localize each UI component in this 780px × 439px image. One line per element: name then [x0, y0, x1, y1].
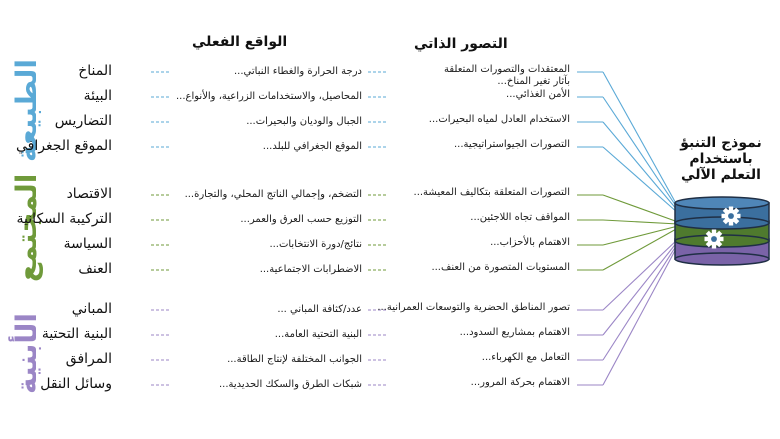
perceived-item: التصورات الجيواستراتيجية...	[454, 139, 570, 150]
actual-item: التوزيع حسب العرق والعمر...	[240, 214, 362, 225]
actual-item: درجة الحرارة والغطاء النباتي...	[234, 66, 362, 77]
category-label: العنف	[78, 261, 112, 277]
category-label: البيئة	[83, 88, 112, 104]
perceived-item: الاستخدام العادل لمياه البحيرات...	[428, 114, 570, 125]
gear-icon	[722, 207, 741, 226]
perceived-item: الاهتمام بالأحزاب...	[490, 237, 570, 248]
actual-item: الاضطرابات الاجتماعية...	[259, 264, 362, 275]
gear-icon	[705, 230, 724, 249]
perceived-item: الأمن الغذائي...	[506, 89, 570, 100]
actual-item: المحاصيل، والاستخدامات الزراعية، والأنواع...	[175, 91, 362, 102]
perceived-item: التعامل مع الكهرباء...	[481, 352, 570, 363]
category-label: البنية التحتية	[41, 326, 112, 342]
actual-item: الجوانب المختلفة لإنتاج الطاقة...	[227, 354, 362, 365]
actual-item: شبكات الطرق والسكك الحديدية...	[219, 379, 362, 390]
category-label: المناخ	[78, 63, 112, 79]
category-label: التضاريس	[54, 113, 112, 129]
perceived-item: التصورات المتعلقة بتكاليف المعيشة...	[413, 187, 570, 198]
category-label: السياسة	[63, 236, 112, 252]
category-label: التركيبة السكانية	[16, 211, 112, 227]
side-label-nature: الطبيعة	[10, 58, 43, 162]
perceived-item: المواقف تجاه اللاجئين...	[470, 212, 570, 223]
side-label-society: المجتمع	[10, 173, 43, 282]
model-title-line1: نموذج التنبؤ	[680, 135, 762, 151]
header-actual: الواقع الفعلي	[192, 34, 288, 50]
category-label: المباني	[71, 301, 112, 317]
perceived-item: الاهتمام بمشاريع السدود...	[459, 327, 570, 338]
perceived-item: المعتقدات والتصورات المتعلقة بآثار تغير المناخ...	[443, 64, 570, 87]
category-label: الموقع الجغرافي	[16, 138, 112, 154]
header-perceived: التصور الذاتي	[414, 36, 508, 52]
model-title-line3: التعلم الآلي	[681, 167, 761, 183]
category-label: المرافق	[65, 351, 112, 367]
model-title-line2: باستخدام	[689, 151, 753, 167]
perceived-item: الاهتمام بحركة المرور...	[470, 377, 570, 388]
category-label: وسائل النقل	[40, 376, 112, 392]
actual-item: الجبال والوديان والبحيرات...	[246, 116, 362, 127]
perceived-item: تصور المناطق الحضرية والتوسعات العمرانية...	[377, 302, 570, 313]
actual-item: التضخم، وإجمالي الناتج المحلي، والتجارة...	[184, 189, 362, 200]
actual-item: الموقع الجغرافي للبلد...	[262, 141, 362, 152]
perceived-item: المستويات المتصورة من العنف...	[431, 262, 570, 273]
actual-item: البنية التحتية العامة...	[274, 329, 362, 340]
side-label-infrastructure: الأبنية	[10, 313, 43, 395]
actual-item: عدد/كثافة المباني ...	[277, 304, 362, 315]
db-top	[675, 197, 769, 209]
actual-item: نتائج/دورة الانتخابات...	[269, 239, 362, 250]
category-label: الاقتصاد	[66, 186, 112, 202]
